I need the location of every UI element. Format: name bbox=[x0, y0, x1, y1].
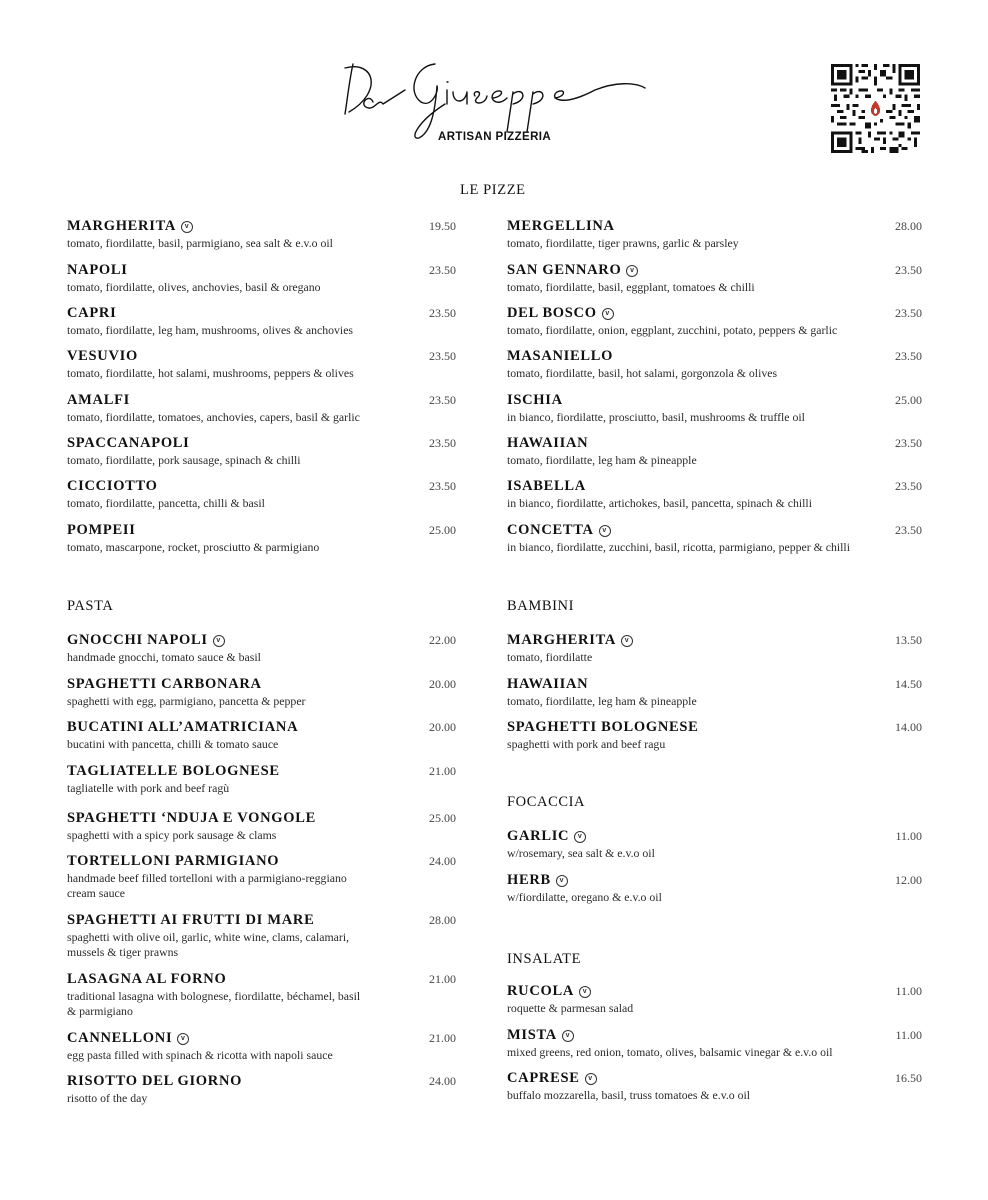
item-name bbox=[67, 719, 367, 736]
item-price: 13.50 bbox=[895, 633, 922, 647]
item-price: 23.50 bbox=[429, 436, 456, 450]
item-description: tomato, fiordilatte, basil, parmigiano, sea salt & e.v.o oil bbox=[67, 236, 333, 250]
item-price: 21.00 bbox=[429, 764, 456, 778]
item-description: handmade gnocchi, tomato sauce & basil bbox=[67, 650, 261, 664]
menu-item bbox=[507, 719, 887, 752]
vegetarian-icon: v bbox=[626, 265, 638, 277]
item-name-text: VESUVIO bbox=[67, 348, 138, 364]
item-name-text: BUCATINI ALL’AMATRICIANA bbox=[67, 719, 299, 735]
item-description: spaghetti with egg, parmigiano, pancetta & pepper bbox=[67, 694, 306, 708]
item-name bbox=[507, 262, 887, 279]
item-price: 23.50 bbox=[895, 479, 922, 493]
item-name-text: MISTA bbox=[507, 1027, 557, 1043]
item-name-text: SAN GENNARO bbox=[507, 262, 622, 278]
item-description: w/rosemary, sea salt & e.v.o oil bbox=[507, 846, 655, 860]
menu-item bbox=[67, 392, 407, 425]
item-price: 12.00 bbox=[895, 873, 922, 887]
menu-item bbox=[67, 218, 407, 251]
menu-item bbox=[67, 348, 407, 381]
item-name-text: CAPRI bbox=[67, 305, 117, 321]
item-description: tomato, fiordilatte, leg ham, mushrooms, olives & anchovies bbox=[67, 323, 354, 337]
item-name bbox=[507, 522, 887, 539]
item-description: in bianco, fiordilatte, prosciutto, basil, mushrooms & truffle oil bbox=[507, 410, 805, 424]
vegetarian-icon: v bbox=[562, 1030, 574, 1042]
item-price: 21.00 bbox=[429, 1031, 456, 1045]
item-price: 14.00 bbox=[895, 720, 922, 734]
item-name-text: CAPRESE bbox=[507, 1070, 580, 1086]
item-name-text: RISOTTO DEL GIORNO bbox=[67, 1073, 243, 1089]
menu-item bbox=[67, 435, 407, 468]
menu-item bbox=[507, 218, 887, 251]
item-name bbox=[67, 1030, 367, 1047]
item-name bbox=[67, 853, 367, 870]
item-description: tomato, fiordilatte, tomatoes, anchovies, capers, basil & garlic bbox=[67, 410, 360, 424]
menu-item bbox=[507, 872, 887, 905]
item-name-text: MARGHERITA bbox=[507, 632, 617, 648]
vegetarian-icon: v bbox=[574, 831, 586, 843]
qr-code-icon[interactable] bbox=[831, 64, 920, 153]
item-name-text: SPAGHETTI AI FRUTTI DI MARE bbox=[67, 912, 315, 928]
section-title-bambini: BAMBINI bbox=[507, 598, 575, 614]
item-price: 14.50 bbox=[895, 677, 922, 691]
vegetarian-icon: v bbox=[621, 635, 633, 647]
item-price: 23.50 bbox=[429, 479, 456, 493]
item-name bbox=[67, 478, 407, 495]
menu-item bbox=[67, 853, 367, 901]
item-description: tomato, fiordilatte, hot salami, mushrooms, peppers & olives bbox=[67, 366, 354, 380]
item-description: tomato, fiordilatte, basil, eggplant, tomatoes & chilli bbox=[507, 280, 755, 294]
item-name-text: SPAGHETTI BOLOGNESE bbox=[507, 719, 699, 735]
item-name-text: GNOCCHI NAPOLI bbox=[67, 632, 208, 648]
item-price: 24.00 bbox=[429, 854, 456, 868]
item-name-text: TAGLIATELLE BOLOGNESE bbox=[67, 763, 280, 779]
item-name bbox=[507, 719, 887, 736]
vegetarian-icon: v bbox=[579, 986, 591, 998]
item-description: in bianco, fiordilatte, zucchini, basil, ricotta, parmigiano, pepper & chilli bbox=[507, 540, 850, 554]
item-description: tomato, fiordilatte, pork sausage, spinach & chilli bbox=[67, 453, 301, 467]
vegetarian-icon: v bbox=[181, 221, 193, 233]
item-description: spaghetti with olive oil, garlic, white wine, clams, calamari, mussels & tiger prawns bbox=[67, 930, 350, 959]
section-title-focaccia: FOCACCIA bbox=[507, 794, 586, 810]
item-name bbox=[67, 632, 367, 649]
menu-item bbox=[67, 305, 407, 338]
item-price: 23.50 bbox=[429, 263, 456, 277]
menu-item bbox=[507, 478, 887, 511]
item-description: buffalo mozzarella, basil, truss tomatoes & e.v.o oil bbox=[507, 1088, 751, 1102]
vegetarian-icon: v bbox=[602, 308, 614, 320]
item-price: 23.50 bbox=[895, 306, 922, 320]
item-name bbox=[507, 632, 887, 649]
item-name bbox=[67, 218, 407, 235]
menu-item bbox=[67, 1030, 367, 1063]
item-name-text: HERB bbox=[507, 872, 551, 888]
item-price: 23.50 bbox=[895, 436, 922, 450]
menu-item bbox=[67, 676, 367, 709]
item-name-text: SPAGHETTI CARBONARA bbox=[67, 676, 262, 692]
item-description: tomato, fiordilatte, leg ham & pineapple bbox=[507, 453, 697, 467]
item-price: 11.00 bbox=[895, 1028, 922, 1042]
menu-item bbox=[67, 478, 407, 511]
menu-item bbox=[507, 1070, 887, 1103]
item-name bbox=[67, 305, 407, 322]
item-name bbox=[507, 1027, 887, 1044]
item-name bbox=[507, 435, 887, 452]
item-name bbox=[67, 676, 367, 693]
item-name bbox=[67, 912, 367, 929]
item-price: 19.50 bbox=[429, 219, 456, 233]
item-name bbox=[507, 1070, 887, 1087]
item-price: 23.50 bbox=[895, 349, 922, 363]
item-price: 20.00 bbox=[429, 720, 456, 734]
item-price: 25.00 bbox=[429, 523, 456, 537]
item-name-text: SPACCANAPOLI bbox=[67, 435, 190, 451]
item-name bbox=[507, 218, 887, 235]
item-description: tomato, fiordilatte bbox=[507, 650, 593, 664]
menu-item bbox=[507, 392, 887, 425]
item-price: 23.50 bbox=[429, 306, 456, 320]
item-name bbox=[507, 983, 887, 1000]
item-name-text: CONCETTA bbox=[507, 522, 594, 538]
menu-item bbox=[507, 983, 887, 1016]
item-description: tomato, mascarpone, rocket, prosciutto & parmigiano bbox=[67, 540, 320, 554]
item-name bbox=[67, 435, 407, 452]
menu-item bbox=[507, 522, 887, 555]
item-description: spaghetti with pork and beef ragu bbox=[507, 737, 666, 751]
item-name-text: RUCOLA bbox=[507, 983, 575, 999]
item-price: 28.00 bbox=[895, 219, 922, 233]
item-price: 25.00 bbox=[429, 811, 456, 825]
menu-item bbox=[507, 828, 887, 861]
item-price: 23.50 bbox=[895, 263, 922, 277]
item-name-text: MARGHERITA bbox=[67, 218, 177, 234]
menu-item bbox=[507, 435, 887, 468]
item-name bbox=[67, 971, 367, 988]
item-description: tomato, fiordilatte, tiger prawns, garlic & parsley bbox=[507, 236, 739, 250]
item-price: 11.00 bbox=[895, 829, 922, 843]
item-name bbox=[67, 392, 407, 409]
item-description: mixed greens, red onion, tomato, olives, balsamic vinegar & e.v.o oil bbox=[507, 1045, 833, 1059]
item-name-text: POMPEII bbox=[67, 522, 136, 538]
item-name-text: TORTELLONI PARMIGIANO bbox=[67, 853, 280, 869]
item-name-text: NAPOLI bbox=[67, 262, 128, 278]
item-description: bucatini with pancetta, chilli & tomato sauce bbox=[67, 737, 279, 751]
item-price: 22.00 bbox=[429, 633, 456, 647]
item-name-text: LASAGNA AL FORNO bbox=[67, 971, 227, 987]
section-title-pizze: LE PIZZE bbox=[460, 182, 526, 198]
section-title-pasta: PASTA bbox=[67, 598, 114, 614]
item-name-text: HAWAIIAN bbox=[507, 435, 589, 451]
menu-item bbox=[67, 971, 367, 1019]
item-price: 23.50 bbox=[895, 523, 922, 537]
vegetarian-icon: v bbox=[556, 875, 568, 887]
item-description: handmade beef filled tortelloni with a parmigiano-reggiano cream sauce bbox=[67, 871, 347, 900]
item-name bbox=[507, 305, 887, 322]
item-name bbox=[507, 392, 887, 409]
item-price: 28.00 bbox=[429, 913, 456, 927]
item-description: egg pasta filled with spinach & ricotta with napoli sauce bbox=[67, 1048, 333, 1062]
menu-item bbox=[67, 810, 367, 843]
item-description: in bianco, fiordilatte, artichokes, basil, pancetta, spinach & chilli bbox=[507, 496, 812, 510]
item-name bbox=[507, 478, 887, 495]
menu-item bbox=[507, 305, 887, 338]
vegetarian-icon: v bbox=[213, 635, 225, 647]
menu-item bbox=[67, 262, 407, 295]
item-price: 11.00 bbox=[895, 984, 922, 998]
item-description: w/fiordilatte, oregano & e.v.o oil bbox=[507, 890, 662, 904]
item-description: tomato, fiordilatte, basil, hot salami, gorgonzola & olives bbox=[507, 366, 778, 380]
item-name bbox=[507, 872, 887, 889]
item-name-text: MASANIELLO bbox=[507, 348, 614, 364]
item-name-text: ISCHIA bbox=[507, 392, 563, 408]
item-description: traditional lasagna with bolognese, fiordilatte, béchamel, basil & parmigiano bbox=[67, 989, 361, 1018]
item-price: 20.00 bbox=[429, 677, 456, 691]
menu-item bbox=[507, 676, 887, 709]
tagline: ARTISAN PIZZERIA bbox=[438, 131, 552, 143]
item-name bbox=[67, 1073, 367, 1090]
menu-item bbox=[67, 763, 367, 796]
item-name bbox=[67, 522, 407, 539]
item-description: tomato, fiordilatte, olives, anchovies, basil & oregano bbox=[67, 280, 321, 294]
menu-item bbox=[507, 632, 887, 665]
item-description: risotto of the day bbox=[67, 1091, 148, 1105]
item-price: 25.00 bbox=[895, 393, 922, 407]
item-name bbox=[507, 676, 887, 693]
item-name-text: SPAGHETTI ‘NDUJA E VONGOLE bbox=[67, 810, 317, 826]
item-name-text: HAWAIIAN bbox=[507, 676, 589, 692]
item-name-text: CANNELLONI bbox=[67, 1030, 173, 1046]
item-description: tomato, fiordilatte, leg ham & pineapple bbox=[507, 694, 697, 708]
menu-item bbox=[507, 348, 887, 381]
item-name-text: MERGELLINA bbox=[507, 218, 615, 234]
item-name bbox=[67, 763, 367, 780]
menu-item bbox=[67, 522, 407, 555]
item-name bbox=[507, 828, 887, 845]
item-name bbox=[507, 348, 887, 365]
item-description: roquette & parmesan salad bbox=[507, 1001, 634, 1015]
menu-item bbox=[67, 632, 367, 665]
item-price: 21.00 bbox=[429, 972, 456, 986]
item-name-text: DEL BOSCO bbox=[507, 305, 597, 321]
section-title-insalate: INSALATE bbox=[507, 951, 582, 967]
item-name-text: ISABELLA bbox=[507, 478, 586, 494]
menu-item bbox=[67, 719, 367, 752]
menu-item bbox=[507, 1027, 887, 1060]
menu-item bbox=[67, 912, 367, 960]
item-name bbox=[67, 262, 407, 279]
item-name bbox=[67, 348, 407, 365]
item-description: tomato, fiordilatte, onion, eggplant, zucchini, potato, peppers & garlic bbox=[507, 323, 838, 337]
item-description: spaghetti with a spicy pork sausage & clams bbox=[67, 828, 277, 842]
item-price: 23.50 bbox=[429, 349, 456, 363]
item-description: tagliatelle with pork and beef ragù bbox=[67, 781, 230, 795]
vegetarian-icon: v bbox=[585, 1073, 597, 1085]
item-price: 16.50 bbox=[895, 1071, 922, 1085]
item-name-text: GARLIC bbox=[507, 828, 570, 844]
item-description: tomato, fiordilatte, pancetta, chilli & basil bbox=[67, 496, 265, 510]
item-price: 24.00 bbox=[429, 1074, 456, 1088]
menu-item bbox=[507, 262, 887, 295]
item-price: 23.50 bbox=[429, 393, 456, 407]
menu-item bbox=[67, 1073, 367, 1106]
vegetarian-icon: v bbox=[599, 525, 611, 537]
vegetarian-icon: v bbox=[177, 1033, 189, 1045]
item-name-text: CICCIOTTO bbox=[67, 478, 158, 494]
item-name-text: AMALFI bbox=[67, 392, 131, 408]
item-name bbox=[67, 810, 367, 827]
